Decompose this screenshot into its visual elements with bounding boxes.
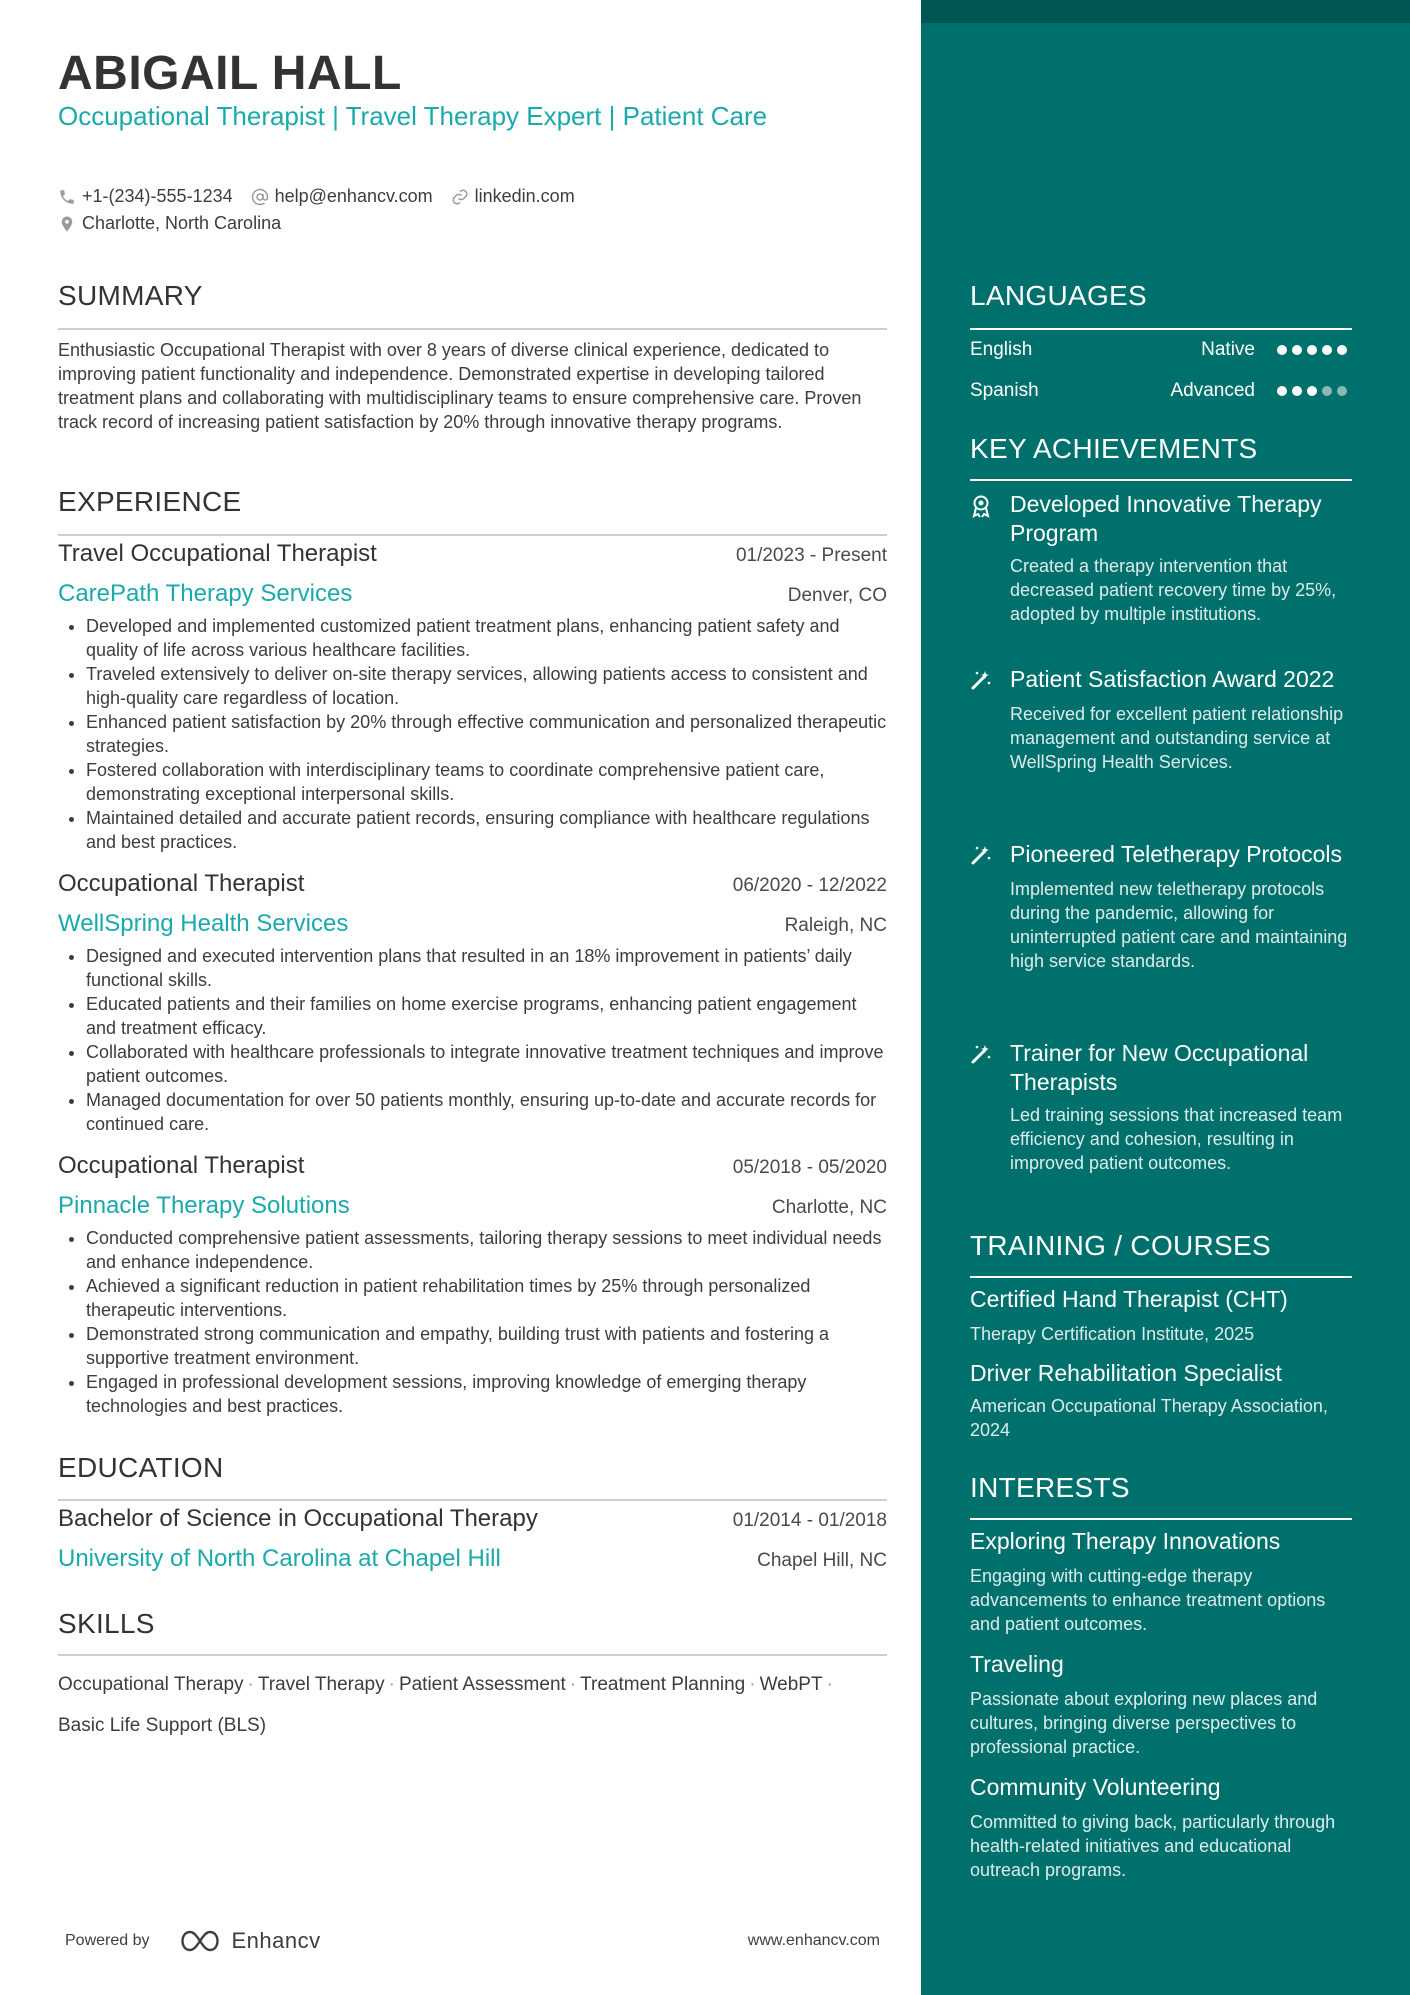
interest-title: Exploring Therapy Innovations: [970, 1528, 1281, 1554]
job-location: Raleigh, NC: [784, 915, 887, 936]
footer: [65, 1928, 880, 1954]
interests-heading: INTERESTS: [970, 1472, 1130, 1503]
summary-text: Enthusiastic Occupational Therapist with over 8 years of diverse clinical experience, dedicated to improving patient functionality and independence. Demonstrated expertise in developing tailored treatment plans and collaborating with multidisciplinary teams to ensure comprehensive care. Proven track record of increasing patient satisfaction by 20% through innovative therapy programs.: [58, 340, 862, 432]
job-bullet: • Fostered collaboration with interdisciplinary teams to coordinate comprehensive patient care, demonstrating exceptional interpersonal skills.: [86, 758, 887, 806]
skill-item: Patient Assessment: [398, 1674, 566, 1695]
sidebar-top-bar: [921, 0, 1410, 23]
contact-phone[interactable]: [58, 186, 233, 207]
achievement-title: Patient Satisfaction Award 2022: [1010, 666, 1335, 692]
footer-website[interactable]: www.enhancv.com: [747, 1932, 880, 1949]
job-role: Occupational Therapist: [58, 1152, 305, 1179]
interest-description: Passionate about exploring new places and cultures, bringing diverse perspectives to professional practice.: [970, 1689, 1318, 1757]
training-divider: [970, 1276, 1352, 1278]
magic-wand-icon: [970, 840, 1010, 871]
job-location: Denver, CO: [787, 585, 887, 606]
rating-dot-filled: [1292, 345, 1302, 355]
interests-divider: [970, 1518, 1352, 1520]
language-level: Native: [1201, 339, 1255, 360]
job-dates: 05/2018 - 05/2020: [732, 1157, 887, 1178]
at-sign-icon: [251, 188, 269, 206]
magic-wand-icon: [970, 1039, 1010, 1097]
skill-item: Treatment Planning: [580, 1674, 746, 1695]
job-bullet: • Demonstrated strong communication and empathy, building trust with patients and fostering a supportive treatment environment.: [86, 1322, 887, 1370]
candidate-name: ABIGAIL HALL: [58, 47, 402, 100]
rating-dot-filled: [1337, 345, 1347, 355]
phone-icon: [58, 188, 76, 206]
language-item: [970, 376, 1352, 406]
experience-divider: [58, 534, 887, 536]
training-title: Certified Hand Therapist (CHT): [970, 1286, 1288, 1312]
rating-dot-filled: [1292, 386, 1302, 396]
enhancv-logo-icon: [176, 1928, 224, 1954]
job-bullet: • Collaborated with healthcare professionals to integrate innovative treatment techniques and improve patient outcomes.: [86, 1040, 887, 1088]
language-name: English: [970, 339, 1033, 360]
job-dates: 01/2023 - Present: [735, 545, 887, 566]
achievement-description: Received for excellent patient relationship management and outstanding service at WellSpring Health Services.: [1010, 704, 1344, 772]
candidate-title: Occupational Therapist | Travel Therapy Expert | Patient Care: [58, 101, 768, 131]
achievement-item: [970, 840, 1352, 973]
phone-text: +1-(234)-555-1234: [82, 186, 233, 206]
achievement-title: Trainer for New Occupational Therapists: [1010, 1040, 1309, 1095]
contact-location: [58, 213, 281, 234]
achievement-item: [970, 490, 1352, 626]
job-bullet: • Engaged in professional development sessions, improving knowledge of emerging therapy technologies and best practices.: [86, 1370, 887, 1418]
job-company[interactable]: Pinnacle Therapy Solutions: [58, 1192, 350, 1219]
job-bullet: • Achieved a significant reduction in patient rehabilitation times by 25% through personalized therapeutic interventions.: [86, 1274, 887, 1322]
interest-description: Committed to giving back, particularly through health-related initiatives and educational outreach programs.: [970, 1812, 1336, 1880]
education-heading: EDUCATION: [58, 1452, 224, 1483]
contact-info: [58, 183, 593, 237]
interest-description: Engaging with cutting-edge therapy advancements to enhance treatment options and patient outcomes.: [970, 1566, 1326, 1634]
job-entry: [58, 540, 887, 854]
education-location: Chapel Hill, NC: [757, 1550, 887, 1571]
skills-list: [58, 1664, 898, 1746]
job-bullet: • Educated patients and their families on home exercise programs, enhancing patient engagement and treatment efficacy.: [86, 992, 887, 1040]
job-role: Occupational Therapist: [58, 870, 305, 897]
achievement-description: Implemented new teletherapy protocols during the pandemic, allowing for uninterrupted patient care and maintaining high service standards.: [1010, 879, 1348, 971]
skill-item: Basic Life Support (BLS): [58, 1715, 267, 1736]
achievements-divider: [970, 479, 1352, 481]
skill-separator: ·: [569, 1674, 577, 1695]
achievement-title: Developed Innovative Therapy Program: [1010, 491, 1322, 546]
achievement-description: Created a therapy intervention that decreased patient recovery time by 25%, adopted by multiple institutions.: [1010, 556, 1337, 624]
languages-heading: LANGUAGES: [970, 280, 1147, 311]
education-school[interactable]: University of North Carolina at Chapel Hill: [58, 1545, 501, 1572]
footer-brand: [65, 1928, 321, 1954]
job-bullets: [58, 1226, 887, 1418]
email-text: help@enhancv.com: [274, 186, 433, 206]
job-entry: [58, 1152, 887, 1418]
job-bullet: • Managed documentation for over 50 patients monthly, ensuring up-to-date and accurate records for continued care.: [86, 1088, 887, 1136]
skill-item: WebPT: [759, 1674, 823, 1695]
rating-dot-empty: [1337, 386, 1347, 396]
powered-by-label: Powered by: [65, 1932, 150, 1949]
achievement-title: Pioneered Teletherapy Protocols: [1010, 841, 1343, 867]
interest-title: Community Volunteering: [970, 1774, 1221, 1800]
rating-dot-filled: [1322, 345, 1332, 355]
rating-dot-filled: [1277, 386, 1287, 396]
achievement-item: [970, 1039, 1352, 1175]
brand-name: Enhancv: [231, 1928, 321, 1953]
skill-item: Occupational Therapy: [58, 1674, 244, 1695]
job-company[interactable]: WellSpring Health Services: [58, 910, 349, 937]
skill-separator: ·: [826, 1674, 833, 1695]
achievement-item: [970, 665, 1352, 774]
experience-heading: EXPERIENCE: [58, 486, 242, 517]
summary-heading: SUMMARY: [58, 280, 203, 311]
skills-divider: [58, 1654, 887, 1656]
achievement-description: Led training sessions that increased team efficiency and cohesion, resulting in improved patient outcomes.: [1010, 1105, 1343, 1173]
skill-item: Travel Therapy: [257, 1674, 385, 1695]
job-entry: [58, 870, 887, 1136]
job-company[interactable]: CarePath Therapy Services: [58, 580, 353, 607]
map-pin-icon: [58, 215, 76, 233]
training-description: American Occupational Therapy Association, 2024: [970, 1396, 1328, 1440]
education-dates: 01/2014 - 01/2018: [732, 1510, 887, 1531]
interest-title: Traveling: [970, 1651, 1064, 1677]
achievements-heading: KEY ACHIEVEMENTS: [970, 433, 1258, 464]
job-bullet: • Designed and executed intervention plans that resulted in an 18% improvement in patients’ daily functional skills.: [86, 944, 887, 992]
link-icon: [451, 188, 469, 206]
job-bullets: [58, 614, 887, 854]
linkedin-text: linkedin.com: [474, 186, 575, 206]
skill-separator: ·: [749, 1674, 756, 1695]
training-heading: TRAINING / COURSES: [970, 1230, 1271, 1261]
magic-wand-icon: [970, 665, 1010, 696]
education-divider: [58, 1499, 887, 1501]
rating-dot-filled: [1307, 345, 1317, 355]
training-description: Therapy Certification Institute, 2025: [970, 1324, 1255, 1344]
contact-linkedin[interactable]: [451, 186, 575, 207]
contact-email[interactable]: [251, 186, 433, 207]
location-text: Charlotte, North Carolina: [82, 213, 282, 233]
summary-divider: [58, 328, 887, 330]
skill-separator: ·: [247, 1674, 254, 1695]
language-item: [970, 335, 1352, 365]
skill-separator: ·: [388, 1674, 395, 1695]
job-dates: 06/2020 - 12/2022: [732, 875, 887, 896]
job-bullet: • Conducted comprehensive patient assessments, tailoring therapy sessions to meet individual needs and enhance independence.: [86, 1226, 887, 1274]
language-level: Advanced: [1170, 380, 1255, 401]
award-icon: [970, 490, 1010, 548]
job-bullet: • Traveled extensively to deliver on-site therapy services, allowing patients access to consistent and high-quality care regardless of location.: [86, 662, 887, 710]
job-bullet: • Maintained detailed and accurate patient records, ensuring compliance with healthcare regulations and best practices.: [86, 806, 887, 854]
rating-dot-empty: [1322, 386, 1332, 396]
job-role: Travel Occupational Therapist: [58, 540, 377, 567]
languages-divider: [970, 328, 1352, 330]
language-name: Spanish: [970, 380, 1039, 401]
job-bullet: • Enhanced patient satisfaction by 20% through effective communication and personalized therapeutic strategies.: [86, 710, 887, 758]
education-degree: Bachelor of Science in Occupational Therapy: [58, 1505, 538, 1532]
job-bullet: • Developed and implemented customized patient treatment plans, enhancing patient safety and quality of life across various healthcare facilities.: [86, 614, 887, 662]
education-entry: [58, 1505, 887, 1579]
skills-heading: SKILLS: [58, 1608, 155, 1639]
sidebar: [921, 0, 1410, 1995]
job-location: Charlotte, NC: [771, 1197, 887, 1218]
language-rating: [1277, 345, 1352, 355]
training-title: Driver Rehabilitation Specialist: [970, 1360, 1282, 1386]
rating-dot-filled: [1277, 345, 1287, 355]
job-bullets: [58, 944, 887, 1136]
language-rating: [1277, 386, 1352, 396]
rating-dot-filled: [1307, 386, 1317, 396]
